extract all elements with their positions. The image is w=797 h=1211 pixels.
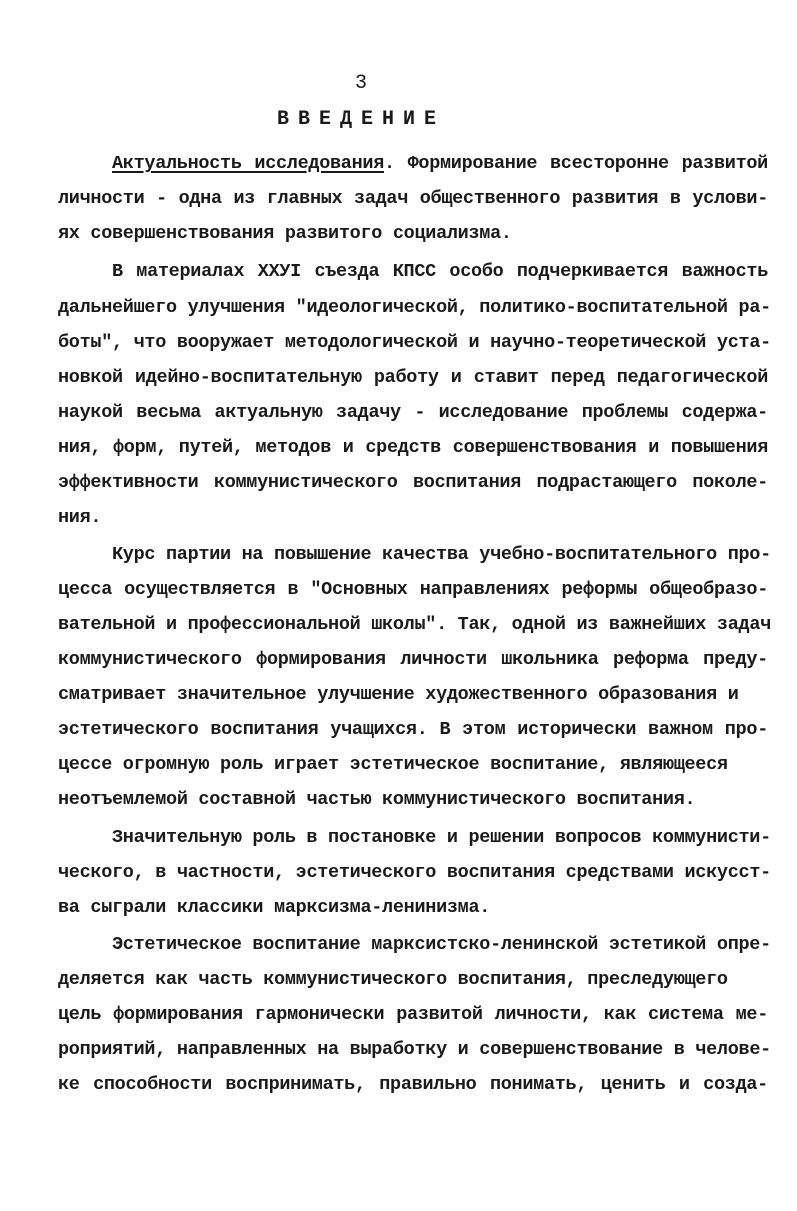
paragraph-line: В материалах ХХУI съезда КПСС особо подчеркивается важность [112,261,768,282]
paragraph-line: цель формирования гармонически развитой личности, как система ме- [58,1004,768,1025]
paragraph-line: Курс партии на повышение качества учебно-воспитательного про- [112,544,771,565]
paragraph-line: ях совершенствования развитого социализма. [58,223,512,244]
paragraph-line: цессе огромную роль играет эстетическое воспитание, являющееся [58,754,728,775]
paragraph-line: эффективности коммунистического воспитания подрастающего поколе- [58,472,768,493]
paragraph-line: боты", что вооружает методологической и научно-теоретической уста- [58,332,771,353]
paragraph-line: вательной и профессиональной школы". Так, одной из важнейших задач [58,614,771,635]
paragraph-line: сматривает значительное улучшение художественного образования и [58,684,739,705]
line-text: . Формирование всесторонне развитой [384,153,768,174]
paragraph-line: новкой идейно-воспитательную работу и ставит перед педагогической [58,367,768,388]
paragraph-line: ва сыграли классики марксизма-ленинизма. [58,897,491,918]
paragraph-line: роприятий, направленных на выработку и совершенствование в челове- [58,1039,771,1060]
paragraph-line: ческого, в частности, эстетического воспитания средствами искусст- [58,862,771,883]
paragraph-line [112,152,768,176]
paragraph-line: ния, форм, путей, методов и средств совершенствования и повышения [58,437,768,458]
paragraph-line: наукой весьма актуальную задачу - исследование проблемы содержа- [58,402,768,423]
paragraph-line: дальнейшего улучшения "идеологической, политико-воспитательной ра- [58,297,771,318]
underlined-heading: Актуальность исследования [112,153,385,174]
paragraph-line: ния. [58,507,102,528]
paragraph-line: неотъемлемой составной частью коммунистического воспитания. [58,789,696,810]
paragraph-line: Эстетическое воспитание марксистско-ленинской эстетикой опре- [112,934,771,955]
paragraph-line: эстетического воспитания учащихся. В этом исторически важном про- [58,719,768,740]
paragraph-line: коммунистического формирования личности школьника реформа преду- [58,649,768,670]
section-title: ВВЕДЕНИЕ [276,108,445,131]
paragraph-line: ке способности воспринимать, правильно понимать, ценить и созда- [58,1074,768,1095]
paragraph-line: личности - одна из главных задач общественного развития в услови- [58,188,768,209]
paragraph-line: Значительную роль в постановке и решении вопросов коммунисти- [112,827,771,848]
paragraph-line: деляется как часть коммунистического воспитания, преследующего [58,969,728,990]
paragraph-line: цесса осуществляется в "Основных направлениях реформы общеобразо- [58,579,768,600]
page-number: 3 [354,72,367,95]
